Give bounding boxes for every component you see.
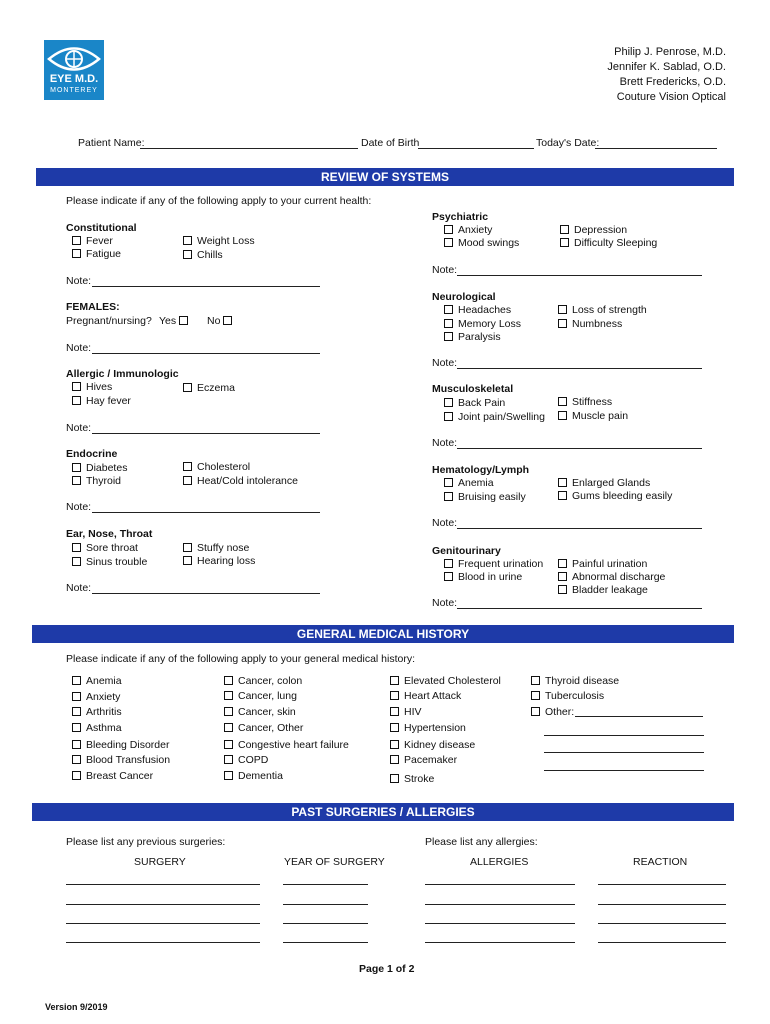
checkbox-anemia[interactable] (444, 477, 494, 489)
label: Yes (159, 315, 177, 327)
checkbox-icon (558, 411, 567, 420)
checkbox-icon (183, 543, 192, 552)
checkbox-gmh-bleeding[interactable] (72, 739, 169, 751)
checkbox-enlarged-glands[interactable] (558, 477, 650, 489)
checkbox-pregnant-yes[interactable] (159, 315, 193, 327)
musculoskeletal-title: Musculoskeletal (432, 383, 514, 395)
label: Heart Attack (404, 690, 462, 702)
checkbox-stiffness[interactable] (558, 396, 612, 408)
doctor-name: Couture Vision Optical (616, 91, 726, 103)
checkbox-icon (183, 383, 192, 392)
note-label: Note: (432, 264, 458, 276)
checkbox-depression[interactable] (560, 224, 627, 236)
checkbox-headaches[interactable] (444, 304, 511, 316)
checkbox-icon (72, 771, 81, 780)
checkbox-gmh-anxiety[interactable] (72, 691, 120, 703)
label: Cancer, Other (238, 722, 304, 734)
label: Back Pain (458, 397, 506, 409)
label: Bleeding Disorder (86, 739, 170, 751)
checkbox-sinus-trouble[interactable] (72, 556, 147, 568)
checkbox-eczema[interactable] (183, 382, 235, 394)
allergic-note-field[interactable] (92, 433, 320, 434)
label: Tuberculosis (545, 690, 605, 702)
checkbox-icon (72, 236, 81, 245)
surgery-field[interactable] (66, 884, 260, 885)
checkbox-diabetes[interactable] (72, 462, 127, 474)
checkbox-pregnant-no[interactable] (207, 315, 237, 327)
dob-field[interactable] (418, 148, 534, 149)
label: Enlarged Glands (572, 477, 651, 489)
checkbox-gmh-chf[interactable] (224, 739, 349, 751)
checkbox-fatigue[interactable] (72, 248, 121, 260)
allergy-field[interactable] (425, 942, 575, 943)
checkbox-icon (558, 585, 567, 594)
checkbox-icon (558, 559, 567, 568)
checkbox-icon (223, 316, 232, 325)
reaction-field[interactable] (598, 884, 726, 885)
checkbox-hay-fever[interactable] (72, 395, 131, 407)
label: Cancer, colon (238, 675, 303, 687)
checkbox-icon (560, 225, 569, 234)
checkbox-gmh-tuberculosis[interactable] (531, 690, 604, 702)
endocrine-title: Endocrine (66, 448, 118, 460)
surgery-field[interactable] (66, 942, 260, 943)
checkbox-gmh-pacemaker[interactable] (390, 754, 457, 766)
label: Blood in urine (458, 571, 523, 583)
label: Bruising easily (458, 491, 526, 503)
label: Cholesterol (197, 461, 251, 473)
note-label: Note: (432, 517, 458, 529)
ent-note-field[interactable] (92, 593, 320, 594)
label: Loss of strength (572, 304, 647, 316)
checkbox-icon (183, 236, 192, 245)
checkbox-icon (72, 692, 81, 701)
checkbox-memory-loss[interactable] (444, 318, 521, 330)
checkbox-icon (390, 676, 399, 685)
checkbox-icon (72, 676, 81, 685)
checkbox-icon (183, 556, 192, 565)
label: Congestive heart failure (238, 739, 349, 751)
label: Dementia (238, 770, 283, 782)
year-field[interactable] (283, 884, 368, 885)
label: Anemia (458, 477, 494, 489)
checkbox-stuffy-nose[interactable] (183, 542, 249, 554)
doctor-name: Philip J. Penrose, M.D. (614, 46, 726, 58)
label: Blood Transfusion (86, 754, 171, 766)
checkbox-weight-loss[interactable] (183, 235, 255, 247)
checkbox-gmh-asthma[interactable] (72, 722, 122, 734)
checkbox-icon (72, 396, 81, 405)
label: Pacemaker (404, 754, 458, 766)
label: COPD (238, 754, 269, 766)
surgery-field[interactable] (66, 923, 260, 924)
checkbox-gmh-stroke[interactable] (390, 773, 434, 785)
clinic-logo (44, 40, 104, 100)
surgery-field[interactable] (66, 904, 260, 905)
checkbox-loss-of-strength[interactable] (558, 304, 647, 316)
label: Muscle pain (572, 410, 629, 422)
note-label: Note: (66, 422, 92, 434)
endocrine-note-field[interactable] (92, 512, 320, 513)
checkbox-blood-in-urine[interactable] (444, 571, 522, 583)
surgery-column-header: SURGERY (134, 856, 186, 868)
version-label: Version 9/2019 (45, 1002, 108, 1012)
label: Arthritis (86, 706, 122, 718)
patient-name-label: Patient Name: (78, 137, 145, 149)
label: Hay fever (86, 395, 131, 407)
checkbox-icon (444, 332, 453, 341)
checkbox-icon (558, 572, 567, 581)
doctor-name: Brett Fredericks, O.D. (619, 76, 726, 88)
year-field[interactable] (283, 942, 368, 943)
gmh-instruction: Please indicate if any of the following apply to your general medical history: (66, 653, 416, 665)
note-label: Note: (66, 275, 92, 287)
year-column-header: YEAR OF SURGERY (284, 856, 385, 868)
psychiatric-note-field[interactable] (457, 275, 702, 276)
checkbox-gmh-kidney[interactable] (390, 739, 475, 751)
general-medical-history-header: GENERAL MEDICAL HISTORY (32, 625, 734, 643)
checkbox-mood-swings[interactable] (444, 237, 519, 249)
pregnant-question: Pregnant/nursing? (66, 315, 152, 327)
label: Thyroid (86, 475, 122, 487)
checkbox-icon (224, 707, 233, 716)
allergic-title: Allergic / Immunologic (66, 368, 179, 380)
note-label: Note: (66, 582, 92, 594)
checkbox-icon (390, 740, 399, 749)
label: Elevated Cholesterol (404, 675, 501, 687)
checkbox-gums-bleeding[interactable] (558, 490, 672, 502)
checkbox-icon (183, 462, 192, 471)
checkbox-frequent-urination[interactable] (444, 558, 543, 570)
label: Fatigue (86, 248, 122, 260)
label: Diabetes (86, 462, 128, 474)
constitutional-note-field[interactable] (92, 286, 320, 287)
checkbox-paralysis[interactable] (444, 331, 501, 343)
reaction-field[interactable] (598, 904, 726, 905)
note-label: Note: (66, 342, 92, 354)
constitutional-title: Constitutional (66, 222, 137, 234)
checkbox-gmh-dementia[interactable] (224, 770, 283, 782)
allergies-column-header: ALLERGIES (470, 856, 529, 868)
checkbox-icon (444, 225, 453, 234)
ros-instruction: Please indicate if any of the following apply to your current health: (66, 195, 372, 207)
checkbox-cholesterol[interactable] (183, 461, 250, 473)
checkbox-icon (444, 412, 453, 421)
label: Sinus trouble (86, 556, 148, 568)
checkbox-icon (224, 691, 233, 700)
hematology-note-field[interactable] (457, 528, 702, 529)
psychiatric-title: Psychiatric (432, 211, 489, 223)
label: Breast Cancer (86, 770, 154, 782)
checkbox-icon (390, 774, 399, 783)
checkbox-icon (72, 723, 81, 732)
checkbox-icon (558, 305, 567, 314)
checkbox-hearing-loss[interactable] (183, 555, 255, 567)
label: Stiffness (572, 396, 613, 408)
checkbox-icon (72, 463, 81, 472)
checkbox-icon (390, 755, 399, 764)
neurological-title: Neurological (432, 291, 496, 303)
musculoskeletal-note-field[interactable] (457, 448, 702, 449)
genitourinary-title: Genitourinary (432, 545, 501, 557)
reaction-field[interactable] (598, 923, 726, 924)
label: Hypertension (404, 722, 466, 734)
checkbox-icon (444, 398, 453, 407)
genitourinary-note-field[interactable] (457, 608, 702, 609)
label: Chills (197, 249, 223, 261)
label: Sore throat (86, 542, 138, 554)
checkbox-abnormal-discharge[interactable] (558, 571, 665, 583)
checkbox-anxiety[interactable] (444, 224, 492, 236)
checkbox-gmh-hypertension[interactable] (390, 722, 466, 734)
checkbox-difficulty-sleeping[interactable] (560, 237, 657, 249)
checkbox-icon (72, 476, 81, 485)
reaction-column-header: REACTION (633, 856, 688, 868)
checkbox-gmh-cancer-other[interactable] (224, 722, 303, 734)
label: Other: (545, 706, 575, 718)
label: Cancer, lung (238, 690, 297, 702)
checkbox-painful-urination[interactable] (558, 558, 647, 570)
checkbox-icon (531, 691, 540, 700)
checkbox-icon (558, 478, 567, 487)
dob-label: Date of Birth (361, 137, 420, 149)
today-label: Today's Date: (536, 137, 600, 149)
checkbox-icon (224, 740, 233, 749)
checkbox-chills[interactable] (183, 249, 223, 261)
label: Gums bleeding easily (572, 490, 673, 502)
checkbox-heat-cold[interactable] (183, 475, 298, 487)
checkbox-gmh-other[interactable] (531, 706, 574, 718)
label: Depression (574, 224, 628, 236)
label: Fever (86, 235, 113, 247)
checkbox-gmh-lung[interactable] (224, 690, 297, 702)
checkbox-icon (444, 572, 453, 581)
checkbox-icon (560, 238, 569, 247)
note-label: Note: (432, 437, 458, 449)
checkbox-icon (390, 691, 399, 700)
ent-title: Ear, Nose, Throat (66, 528, 153, 540)
eye-logo-icon (44, 42, 104, 76)
checkbox-icon (531, 707, 540, 716)
label: Weight Loss (197, 235, 255, 247)
year-field[interactable] (283, 923, 368, 924)
other-field-line[interactable] (544, 752, 704, 753)
checkbox-gmh-copd[interactable] (224, 754, 268, 766)
checkbox-icon (72, 557, 81, 566)
label: Abnormal discharge (572, 571, 666, 583)
allergy-field[interactable] (425, 884, 575, 885)
checkbox-icon (72, 543, 81, 552)
note-label: Note: (432, 357, 458, 369)
allergies-prompt: Please list any allergies: (425, 836, 538, 848)
hematology-title: Hematology/Lymph (432, 464, 530, 476)
checkbox-gmh-anemia[interactable] (72, 675, 122, 687)
checkbox-icon (444, 559, 453, 568)
checkbox-gmh-transfusion[interactable] (72, 754, 170, 766)
label: Eczema (197, 382, 235, 394)
logo-name: EYE M.D. (49, 73, 99, 85)
checkbox-icon (72, 382, 81, 391)
checkbox-icon (390, 723, 399, 732)
checkbox-icon (444, 238, 453, 247)
label: Kidney disease (404, 739, 476, 751)
checkbox-gmh-heart-attack[interactable] (390, 690, 461, 702)
checkbox-gmh-cholesterol[interactable] (390, 675, 501, 687)
label: Bladder leakage (572, 584, 648, 596)
label: Headaches (458, 304, 512, 316)
label: Memory Loss (458, 318, 522, 330)
checkbox-icon (444, 305, 453, 314)
label: Mood swings (458, 237, 520, 249)
checkbox-icon (72, 740, 81, 749)
label: Joint pain/Swelling (458, 411, 545, 423)
checkbox-icon (72, 755, 81, 764)
label: Hearing loss (197, 555, 256, 567)
doctor-name: Jennifer K. Sablad, O.D. (607, 61, 726, 73)
checkbox-bladder-leakage[interactable] (558, 584, 648, 596)
review-of-systems-header: REVIEW OF SYSTEMS (36, 168, 734, 186)
checkbox-icon (390, 707, 399, 716)
checkbox-joint-pain[interactable] (444, 411, 545, 423)
label: Stroke (404, 773, 435, 785)
checkbox-hives[interactable] (72, 381, 112, 393)
year-field[interactable] (283, 904, 368, 905)
checkbox-icon (224, 676, 233, 685)
label: Stuffy nose (197, 542, 250, 554)
other-field-line[interactable] (544, 735, 704, 736)
page-number: Page 1 of 2 (359, 963, 415, 975)
checkbox-fever[interactable] (72, 235, 113, 247)
label: Painful urination (572, 558, 648, 570)
checkbox-icon (224, 755, 233, 764)
checkbox-icon (183, 476, 192, 485)
checkbox-icon (531, 676, 540, 685)
checkbox-muscle-pain[interactable] (558, 410, 628, 422)
note-label: Note: (66, 501, 92, 513)
checkbox-numbness[interactable] (558, 318, 622, 330)
label: Hives (86, 381, 113, 393)
females-title: FEMALES: (66, 301, 120, 313)
label: Anxiety (458, 224, 493, 236)
checkbox-icon (558, 319, 567, 328)
checkbox-icon (224, 723, 233, 732)
label: No (207, 315, 221, 327)
label: HIV (404, 706, 422, 718)
allergy-field[interactable] (425, 904, 575, 905)
label: Cancer, skin (238, 706, 296, 718)
checkbox-gmh-colon[interactable] (224, 675, 302, 687)
checkbox-icon (444, 478, 453, 487)
checkbox-gmh-hiv[interactable] (390, 706, 422, 718)
label: Paralysis (458, 331, 501, 343)
checkbox-icon (72, 707, 81, 716)
label: Anemia (86, 675, 122, 687)
checkbox-icon (444, 492, 453, 501)
checkbox-icon (558, 397, 567, 406)
checkbox-icon (72, 249, 81, 258)
doctor-list (607, 45, 726, 105)
reaction-field[interactable] (598, 942, 726, 943)
checkbox-gmh-skin[interactable] (224, 706, 296, 718)
checkbox-back-pain[interactable] (444, 397, 505, 409)
logo-city: MONTEREY (50, 87, 98, 94)
label: Heat/Cold intolerance (197, 475, 298, 487)
label: Frequent urination (458, 558, 544, 570)
patient-name-field[interactable] (140, 148, 358, 149)
label: Thyroid disease (545, 675, 620, 687)
checkbox-sore-throat[interactable] (72, 542, 138, 554)
checkbox-thyroid[interactable] (72, 475, 121, 487)
label: Asthma (86, 722, 122, 734)
other-field-line[interactable] (544, 770, 704, 771)
checkbox-icon (558, 491, 567, 500)
today-date-field[interactable] (595, 148, 717, 149)
checkbox-gmh-thyroid[interactable] (531, 675, 619, 687)
neurological-note-field[interactable] (457, 368, 702, 369)
females-note-field[interactable] (92, 353, 320, 354)
checkbox-icon (444, 319, 453, 328)
label: Difficulty Sleeping (574, 237, 658, 249)
checkbox-icon (183, 250, 192, 259)
checkbox-gmh-breast-cancer[interactable] (72, 770, 153, 782)
label: Numbness (572, 318, 623, 330)
checkbox-gmh-arthritis[interactable] (72, 706, 122, 718)
checkbox-icon (179, 316, 188, 325)
other-field[interactable] (575, 716, 703, 717)
note-label: Note: (432, 597, 458, 609)
allergy-field[interactable] (425, 923, 575, 924)
past-surgeries-allergies-header: PAST SURGERIES / ALLERGIES (32, 803, 734, 821)
checkbox-icon (224, 771, 233, 780)
surgeries-prompt: Please list any previous surgeries: (66, 836, 226, 848)
label: Anxiety (86, 691, 121, 703)
checkbox-bruising[interactable] (444, 491, 526, 503)
